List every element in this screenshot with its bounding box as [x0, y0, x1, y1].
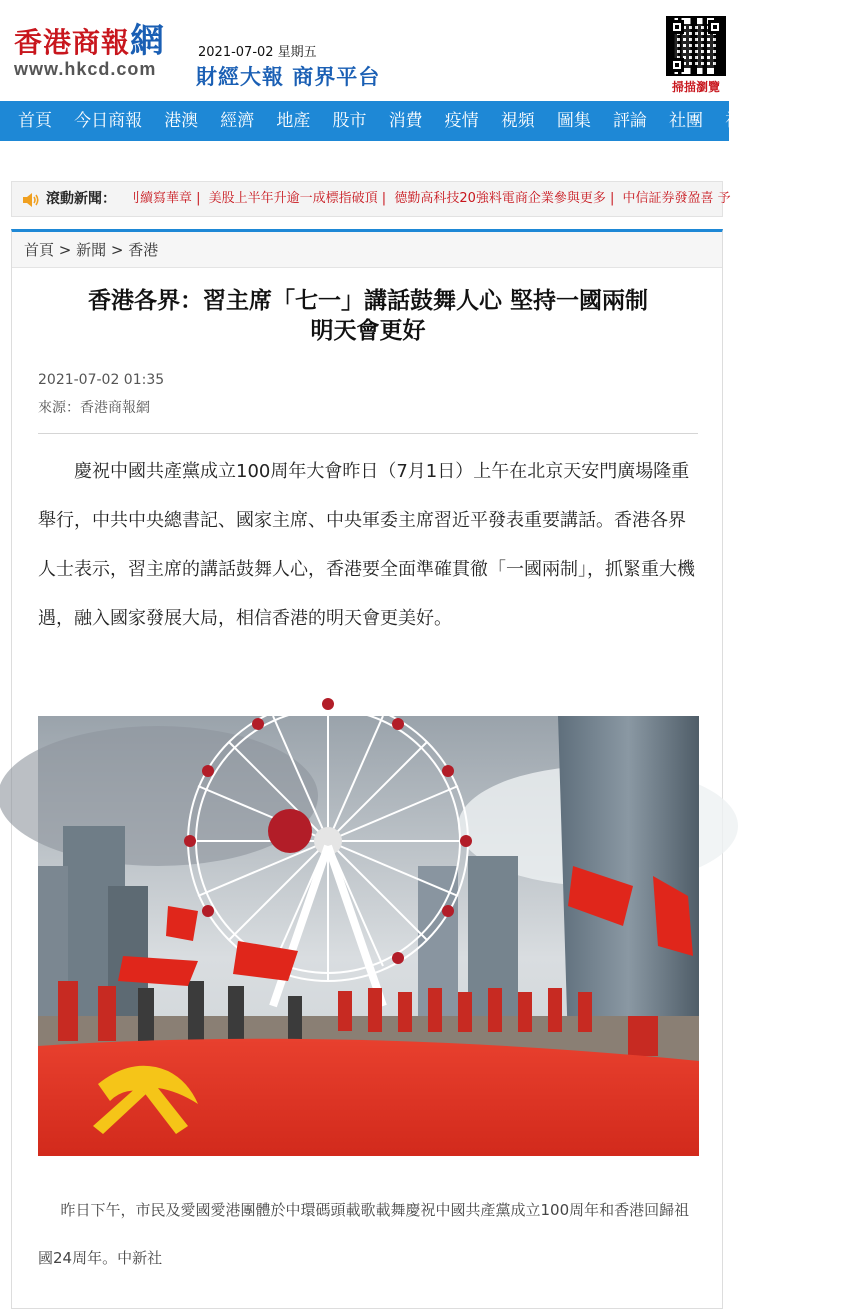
header-date: 2021-07-02 星期五: [198, 45, 317, 60]
nav-item-stocks[interactable]: 股市: [332, 111, 367, 131]
site-header: [0, 0, 729, 101]
nav-item-more[interactable]: 理: [837, 111, 854, 131]
article-card: [11, 229, 723, 1309]
nav-item-community[interactable]: 社團: [669, 111, 704, 131]
title-line-2: 明天會更好: [310, 318, 426, 344]
article-title: [32, 286, 704, 346]
nav-item-consumer[interactable]: 消費: [388, 111, 423, 131]
nav-item-video[interactable]: 視頻: [500, 111, 535, 131]
ticker-item[interactable]: 中信証券發盈喜 予: [622, 191, 731, 206]
divider: [38, 433, 698, 434]
nav-item-today[interactable]: 今日商報: [74, 111, 143, 131]
nav-item-property[interactable]: 地產: [276, 111, 311, 131]
breadcrumb: 首頁 > 新聞 > 香港: [12, 232, 722, 268]
ticker-item[interactable]: 刂續寫華章 |: [127, 191, 201, 206]
main-nav: [0, 101, 854, 141]
nav-item-gallery[interactable]: 圖集: [556, 111, 591, 131]
nav-item-economy[interactable]: 經濟: [220, 111, 255, 131]
news-ticker: [11, 181, 731, 217]
logo-text: 香港商報: [14, 26, 131, 59]
article-photo: [38, 716, 699, 1156]
photo-caption: 昨日下午，市民及愛國愛港團體於中環碼頭載歌載舞慶祝中國共產黨成立100周年和香港回歸祖國24周年。中新社: [38, 1201, 690, 1267]
logo-url: www.hkcd.com: [14, 59, 157, 79]
article-date: 2021-07-02 01:35: [38, 372, 165, 388]
nav-item-opinion[interactable]: 評論: [612, 111, 647, 131]
breadcrumb-news[interactable]: 新聞: [76, 241, 107, 259]
speaker-icon: [22, 192, 40, 208]
header-slogan: 財經大報 商界平台: [196, 64, 381, 89]
nav-item-mainland[interactable]: 神州: [725, 111, 760, 131]
nav-item-hk-macau[interactable]: 港澳: [164, 111, 199, 131]
nav-item-home[interactable]: 首頁: [18, 111, 52, 131]
logo-wang: 網: [130, 21, 166, 61]
title-line-1: 香港各界：習主席「七一」講話鼓舞人心 堅持一國兩制: [87, 288, 648, 314]
article-source: 來源：香港商報網: [38, 400, 150, 416]
ticker-item[interactable]: 德勤高科技20強料電商企業參與更多 |: [394, 191, 615, 206]
ticker-label: 滾動新聞：: [46, 191, 116, 207]
qr-label: 掃描瀏覽: [671, 80, 720, 94]
article-body: 慶祝中國共產黨成立100周年大會昨日（7月1日）上午在北京天安門廣場隆重舉行，中共中央總書記、國家主席、中央軍委主席習近平發表重要講話。香港各界人士表示，習主席的講話鼓舞人心，香港要全面準確貫徹「一國兩制」，抓緊重大機遇，融入國家發展大局，相信香港的明天會更美好。: [38, 461, 695, 629]
ticker-track: [127, 182, 735, 216]
nav-item-pandemic[interactable]: 疫情: [444, 111, 479, 131]
nav-item-taiwan[interactable]: 台海: [781, 111, 816, 131]
breadcrumb-home[interactable]: 首頁: [24, 241, 55, 259]
ticker-item[interactable]: 美股上半年升逾一成標指破頂 |: [208, 191, 387, 206]
site-logo[interactable]: [14, 21, 184, 84]
qr-code-icon: [666, 16, 726, 76]
breadcrumb-section[interactable]: 香港: [128, 241, 159, 259]
